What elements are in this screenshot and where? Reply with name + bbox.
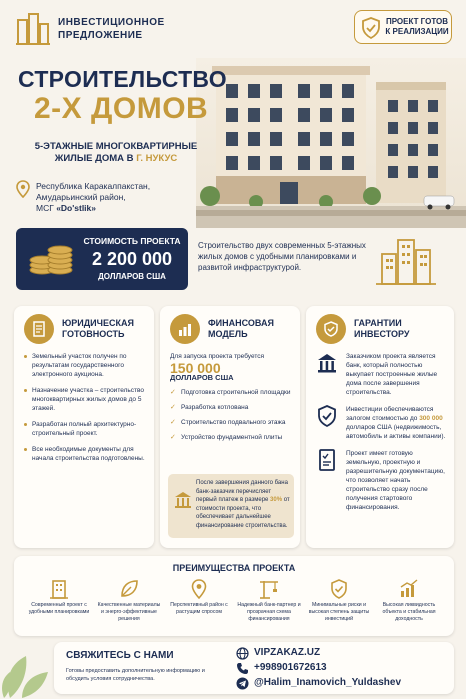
bar-chart-icon xyxy=(170,314,200,344)
coins-icon xyxy=(28,240,74,278)
shield-check-icon xyxy=(328,578,350,600)
crane-icon xyxy=(258,578,280,600)
list-item: ✓ Подготовка строительной площадки xyxy=(170,388,294,397)
hero-title-line2: 2-Х ДОМОВ xyxy=(34,92,209,125)
document-icon xyxy=(24,314,54,344)
telegram-icon xyxy=(236,677,249,690)
list-item: Земельный участок получен по результатам государственного электронного аукциона. xyxy=(24,352,148,379)
list-item: ✓ Строительство подвального этажа xyxy=(170,418,294,427)
checklist-document-icon xyxy=(316,449,338,471)
contact-panel: СВЯЖИТЕСЬ С НАМИ Готовы предоставить дополнительную информацию и обсудить условия сотрудничества. VIPZAKAZ.UZ +998901672613 @Halim_Inamovich_Yuldashev xyxy=(54,642,454,694)
header xyxy=(0,0,466,60)
cost-currency: ДОЛЛАРОВ США xyxy=(98,272,166,281)
financial-model-card xyxy=(160,306,300,548)
growth-chart-icon xyxy=(398,578,420,600)
project-cost-panel xyxy=(16,228,188,290)
hero-title-line1: СТРОИТЕЛЬСТВО xyxy=(18,66,227,92)
cost-value: 2 200 000 xyxy=(91,249,173,269)
building-icon xyxy=(48,578,70,600)
bank-payment-note: После завершения данного бана банк-заказчик перечисляет первый платеж в размере 30% от стоимости проекта, что обеспечивает дальнейшее финансирование строительства. xyxy=(168,474,294,538)
list-item: Назначение участка – строительство многоквартирных жилых домов до 5 этажей. xyxy=(24,386,148,413)
investor-guarantees-card xyxy=(306,306,454,548)
advantage-item: Высокая ликвидность объекта и стабильная доходность xyxy=(374,578,444,623)
globe-icon xyxy=(236,647,249,660)
legal-title: ЮРИДИЧЕСКАЯ ГОТОВНОСТЬ xyxy=(62,318,134,339)
advantage-item: Перспективный район с растущим спросом xyxy=(164,578,234,623)
finance-title: ФИНАНСОВАЯ МОДЕЛЬ xyxy=(208,318,274,339)
advantages-title: ПРЕИМУЩЕСТВА ПРОЕКТА xyxy=(172,563,296,573)
finance-currency: ДОЛЛАРОВ США xyxy=(170,373,234,382)
advantages-panel xyxy=(14,556,454,636)
hero-subtitle: 5-ЭТАЖНЫЕ МНОГОКВАРТИРНЫЕ ЖИЛЫЕ ДОМА В Г. НУКУС xyxy=(34,141,198,164)
city-buildings-icon xyxy=(374,234,438,286)
shield-check-icon xyxy=(316,405,338,427)
list-item: ✓ Устройство фундаментной плиты xyxy=(170,433,294,442)
list-item: ✓ Разработка котлована xyxy=(170,403,294,412)
phone-icon xyxy=(236,662,249,675)
list-item: Проект имеет готовую земельную, проектную и разрешительную документацию, что позволяет начать строительство сразу после получения стартового финансирования. xyxy=(316,449,448,512)
contact-title: СВЯЖИТЕСЬ С НАМИ xyxy=(66,650,174,661)
list-item: Все необходимые документы для начала строительства подготовлены. xyxy=(24,445,148,463)
advantage-item: Минимальные риски и высокая степень защиты инвестиций xyxy=(304,578,374,623)
cost-label: СТОИМОСТЬ ПРОЕКТА xyxy=(83,236,181,246)
advantage-item: Надежный банк-партнер и прозрачная схема финансирования xyxy=(234,578,304,623)
list-item: Заказчиком проекта является банк, который полностью выкупает построенные жилые дома после завершения строительства. xyxy=(316,352,448,397)
bank-icon xyxy=(173,490,193,510)
buildings-illustration xyxy=(196,58,466,228)
leaves-decoration xyxy=(0,630,56,699)
location-pin-icon xyxy=(16,180,30,198)
investment-offer-title: ИНВЕСТИЦИОННОЕ ПРЕДЛОЖЕНИЕ xyxy=(58,17,165,41)
location-pin-icon xyxy=(188,578,210,600)
finance-intro: Для запуска проекта требуется xyxy=(170,353,265,360)
location-address: Республика Каракалпакстан, Амударьинский район, МСГ «Do'stlik» xyxy=(36,181,151,213)
leaf-icon xyxy=(118,578,140,600)
advantage-item: Современный проект с удобными планировками xyxy=(24,578,94,623)
shield-check-icon xyxy=(361,17,381,39)
shield-check-icon xyxy=(316,314,346,344)
list-item: Разработан полный архитектурно-строительный проект. xyxy=(24,420,148,438)
advantage-item: Качественные материалы и энерго-эффективные решения xyxy=(94,578,164,623)
list-item: Инвестиции обеспечиваются залогом стоимостью до 300 000 долларов США (недвижимость, автомобиль и активы компании). xyxy=(316,405,448,441)
legal-readiness-card xyxy=(14,306,154,548)
buildings-logo-icon xyxy=(16,12,50,46)
contact-subtitle: Готовы предоставить дополнительную информацию и обсудить условия сотрудничества. xyxy=(66,668,205,682)
guarantees-title: ГАРАНТИИ ИНВЕСТОРУ xyxy=(354,318,410,339)
bank-icon xyxy=(316,352,338,374)
project-description: Строительство двух современных 5-этажных жилых домов с удобными планировками и развитой инфраструктурой. xyxy=(198,241,366,272)
finance-amount: 150 000 xyxy=(170,360,221,376)
project-ready-badge: ПРОЕКТ ГОТОВ К РЕАЛИЗАЦИИ xyxy=(354,10,452,44)
